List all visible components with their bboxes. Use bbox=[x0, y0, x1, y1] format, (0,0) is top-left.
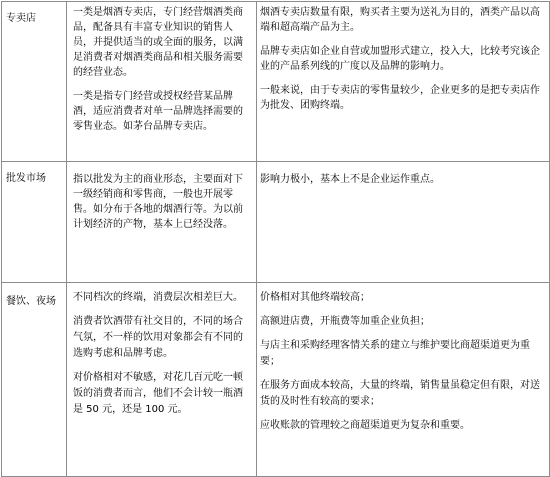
features-cell bbox=[67, 283, 257, 477]
feature-paragraph: 一类是指专门经营或授权经营某品牌酒，适应消费者对单一品牌选择需要的零售业态。如茅台品牌专卖店。 bbox=[73, 91, 243, 132]
note-paragraph: 在服务方面成本较高，大量的终端，销售量虽稳定但有限，对送货的及时性有较高的要求； bbox=[260, 380, 540, 407]
table-row bbox=[2, 2, 550, 162]
feature-paragraph: 不同档次的终端，消费层次相差巨大。 bbox=[73, 292, 243, 303]
feature-paragraph: 指以批发为主的商业形态，主要面对下一级经销商和零售商，一般也开展零售。如分布于各地的烟酒行等。为以前计划经济的产物，基本上已经没落。 bbox=[73, 174, 243, 230]
note-paragraph: 与店主和采购经理客情关系的建立与维护要比商超渠道更为重要； bbox=[260, 340, 530, 367]
feature-paragraph: 对价格相对不敏感，对花几百元吃一顿饭的消费者而言，他们不会计较一瓶酒是 50 元，还是 100 元。 bbox=[73, 372, 243, 415]
notes-cell bbox=[257, 162, 550, 283]
channel-type: 餐饮、夜场 bbox=[6, 296, 56, 307]
feature-paragraph: 消费者饮酒带有社交目的，不同的场合气氛，不一样的饮用对象都会有不同的选购考虑和品牌考虑。 bbox=[73, 316, 243, 359]
note-paragraph: 价格相对其他终端较高； bbox=[260, 292, 370, 303]
table-row bbox=[2, 283, 550, 477]
features-cell bbox=[67, 2, 257, 162]
note-paragraph: 影响力极小，基本上不是企业运作重点。 bbox=[260, 174, 440, 185]
channel-type-cell bbox=[2, 162, 67, 283]
note-paragraph: 一般来说，由于专卖店的零售量较少，企业更多的是把专卖店作为批发、团购终端。 bbox=[260, 85, 540, 111]
feature-paragraph: 一类是烟酒专卖店，专门经营烟酒类商品，配备具有丰富专业知识的销售人员，并提供适当的或全面的服务，以满足消费者对烟酒类商品和相关服务需要的经营业态。 bbox=[73, 7, 243, 78]
channel-type-cell bbox=[2, 283, 67, 477]
notes-cell bbox=[257, 283, 550, 477]
note-paragraph: 烟酒专卖店数量有限，购买者主要为送礼为目的，酒类产品以高端和超高端产品为主。 bbox=[260, 7, 540, 33]
note-paragraph: 品牌专卖店如企业自营或加盟形式建立，投入大，比较考究该企业的产品系列线的广度以及品牌的影响力。 bbox=[260, 46, 540, 72]
features-cell bbox=[67, 162, 257, 283]
table-row bbox=[2, 162, 550, 283]
channel-type-cell bbox=[2, 2, 67, 162]
channel-type: 批发市场 bbox=[6, 173, 46, 184]
notes-cell bbox=[257, 2, 550, 162]
channel-type: 专卖店 bbox=[6, 13, 36, 24]
note-paragraph: 高额进店费，开瓶费等加重企业负担； bbox=[260, 316, 430, 327]
retail-channel-table bbox=[1, 1, 550, 477]
note-paragraph: 应收账款的管理较之商超渠道更为复杂和重要。 bbox=[260, 420, 470, 431]
